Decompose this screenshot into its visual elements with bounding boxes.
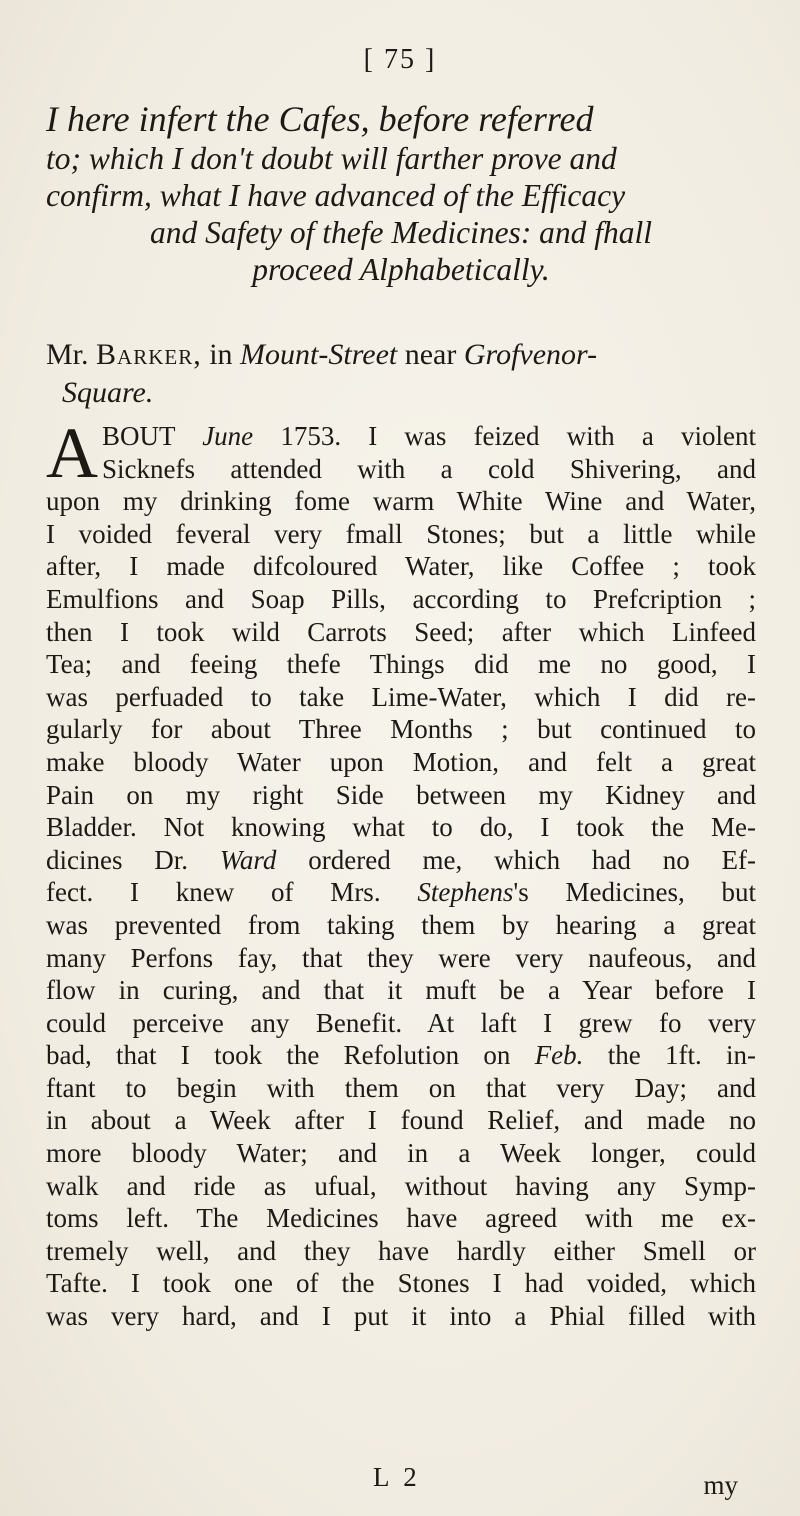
body-line: toms left. The Medicines have agreed with me ex- [46,1203,756,1234]
body-line [46,420,756,453]
heading-near: near [397,338,464,371]
body-line: was perfuaded to take Lime-Water, which I did re- [46,681,756,712]
case-heading [46,336,756,412]
body-line: after, I made difcoloured Water, like Coffee ; took [46,551,756,582]
square-name-part2: Square. [62,376,154,409]
intro-line: and Safety of thefe Medicines: and fhall [149,215,653,250]
body-line: Tafte. I took one of the Stones I had voided, which [46,1268,756,1299]
body-line [46,876,756,909]
body-line: gularly for about Three Months ; but continued to [46,714,756,745]
body-line: was very hard, and I put it into a Phial filled with [46,1301,756,1332]
signature-mark: L 2 [373,1462,421,1492]
intro-line: to; which I don't doubt will farther prove and [46,141,617,176]
page-number-text: [ 75 ] [363,44,437,75]
body-line: more bloody Water; and in a Week longer, could [46,1138,756,1169]
body-line: Pain on my right Side between my Kidney and [46,779,756,810]
month-italic: Feb. [534,1040,584,1071]
page-number [0,44,800,76]
intro-line: I here infert the Cafes, before referred [46,99,594,139]
body-text-run: 1753. I was feized with a violent [253,421,756,451]
body-line [46,1039,756,1072]
heading-line-1 [46,336,756,374]
body-line: I voided feveral very fmall Stones; but a little while [46,518,756,549]
drop-cap: A [46,413,98,493]
body-line: tremely well, and they have hardly either Smell or [46,1235,756,1266]
body-line: Emulfions and Soap Pills, according to Prefcription ; [46,583,756,614]
body-line: could perceive any Benefit. At laft I grew fo very [46,1007,756,1038]
catchword: my [703,1470,738,1500]
doctor-name: Ward [219,844,277,875]
body-line: in about a Week after I found Relief, and made no [46,1105,756,1136]
body-line: was prevented from taking them by hearing a great [46,909,756,940]
body-text-run: BOUT [102,421,203,451]
intro-paragraph [46,98,756,288]
body-text-run: the 1ft. in- [583,1040,756,1071]
body-line: Tea; and feeing thefe Things did me no good, I [46,649,756,680]
month-italic: June [202,421,254,451]
body-text-run: ordered me, which had no Ef- [276,844,756,875]
patient-name: Barker, [96,338,202,371]
body-text-run: 's Medicines, but [513,877,757,908]
heading-prefix: Mr. [46,338,97,371]
body-line: then I took wild Carrots Seed; after which Linfeed [46,616,756,647]
heading-in: in [201,338,241,371]
body-text-run: bad, that I took the Refolution on [46,1040,535,1071]
body-line: make bloody Water upon Motion, and felt a great [46,746,756,777]
body-line: walk and ride as ufual, without having any Symp- [46,1170,756,1201]
street-name: Mount-Street [240,338,398,371]
square-name-part1: Grofvenor- [463,338,598,371]
body-line: ftant to begin with them on that very Day; and [46,1072,756,1103]
body-line: flow in curing, and that it muft be a Year before I [46,975,756,1006]
body-line [46,844,756,877]
body-line: Sicknefs attended with a cold Shivering, and [102,453,756,484]
intro-line: confirm, what I have advanced of the Efficacy [46,178,626,213]
case-body [46,413,757,1333]
mrs-stephens-name: Stephens [417,877,514,908]
body-line: many Perfons fay, that they were very naufeous, and [46,942,756,973]
body-line: upon my drinking fome warm White Wine and Water, [46,486,756,517]
body-text-run: dicines Dr. [46,844,220,875]
intro-line: proceed Alphabetically. [252,252,550,287]
body-text-run: fect. I knew of Mrs. [46,877,418,908]
body-line: Bladder. Not knowing what to do, I took the Me- [46,812,756,843]
